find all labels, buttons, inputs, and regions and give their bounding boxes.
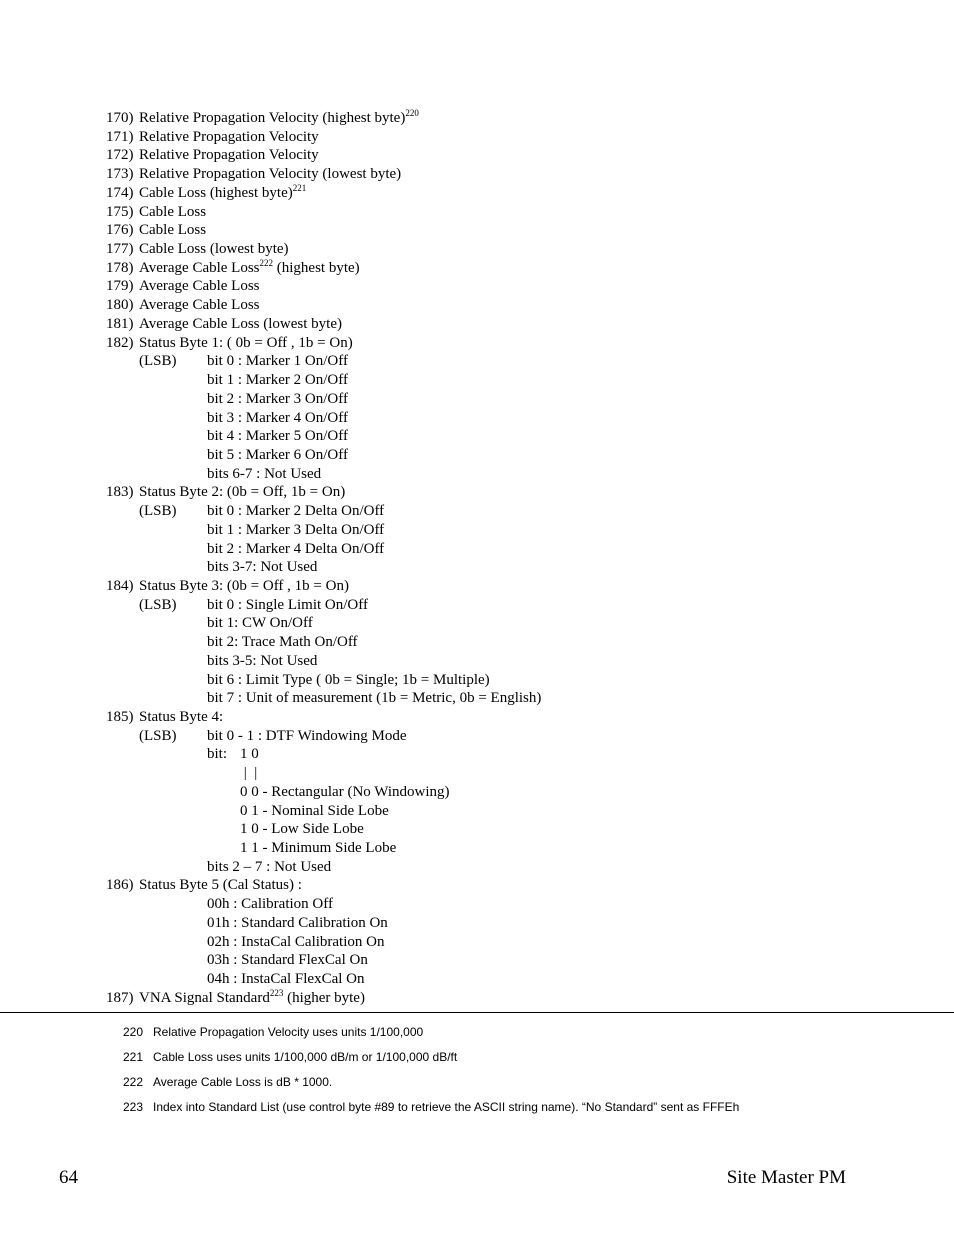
bit-detail: bits 3-5: Not Used [207,652,318,669]
list-line [0,240,954,259]
bit-detail: bits 6-7 : Not Used [207,465,322,482]
list-line [0,802,954,821]
item-number: 186) [106,877,134,894]
list-line [0,633,954,652]
list-line [0,970,954,989]
list-line [0,146,954,165]
item-text: Relative Propagation Velocity (lowest byte) [139,166,402,183]
list-line [0,109,954,128]
item-text [139,109,419,128]
list-line [0,745,954,764]
bit-detail: 02h : InstaCal Calibration On [207,933,385,950]
list-line [0,876,954,895]
item-label: Cable Loss (highest byte) [139,184,293,201]
item-number: 183) [106,484,134,501]
item-number: 175) [106,203,134,220]
bit-detail: bits 2 – 7 : Not Used [207,858,332,875]
item-label: Relative Propagation Velocity (highest byte) [139,110,406,126]
item-number: 187) [106,989,134,1006]
item-text: Status Byte 2: (0b = Off, 1b = On) [139,484,346,501]
item-text: Cable Loss [139,203,207,220]
list-line [0,165,954,184]
list-line [0,652,954,671]
bit-detail: 04h : InstaCal FlexCal On [207,971,365,988]
lsb-label: (LSB) [139,596,177,613]
bit-detail: bit 0 - 1 : DTF Windowing Mode [207,727,407,744]
item-text: Status Byte 5 (Cal Status) : [139,877,302,894]
footnote-separator [0,1012,954,1013]
bit-detail: bit 1 : Marker 3 Delta On/Off [207,521,385,538]
item-text [139,259,360,278]
list-line [0,951,954,970]
item-number: 185) [106,709,134,725]
item-number: 182) [106,334,134,351]
item-number: 173) [106,166,134,183]
list-line [0,577,954,596]
list-line [0,315,954,334]
bit-detail: bit 6 : Limit Type ( 0b = Single; 1b = Multiple) [207,671,490,688]
item-text: Relative Propagation Velocity [139,128,319,145]
bit-detail: bit 7 : Unit of measurement (1b = Metric, 0b = English) [207,690,542,707]
page-number: 64 [59,1167,78,1188]
item-number: 174) [106,184,134,201]
list-line [0,483,954,502]
window-mode-detail: 1 0 [240,746,259,763]
list-line [0,614,954,633]
footnote-number: 220 [123,1025,144,1039]
item-label: Average Cable Loss [139,259,260,276]
list-line [0,277,954,296]
bit-detail: bit 0 : Single Limit On/Off [207,596,368,613]
window-mode-detail: | | [240,765,258,782]
item-number: 172) [106,147,134,164]
window-mode-detail: 1 0 - Low Side Lobe [240,821,364,838]
footnote-text: Cable Loss uses units 1/100,000 dB/m or 1/100,000 dB/ft [153,1050,458,1064]
item-number: 184) [106,577,134,594]
item-text: Average Cable Loss (lowest byte) [139,315,342,332]
bit-detail: bit 4 : Marker 5 On/Off [207,428,348,445]
list-line [0,521,954,540]
item-text: Average Cable Loss [139,278,260,295]
item-text [139,989,365,1008]
footnote-number: 222 [123,1075,144,1089]
bit-detail: bit 2: Trace Math On/Off [207,634,358,651]
list-line [0,933,954,952]
item-suffix: (highest byte) [273,259,360,276]
item-text: Relative Propagation Velocity [139,147,319,164]
list-line [0,296,954,315]
item-suffix: (higher byte) [283,989,365,1006]
window-mode-detail: 0 0 - Rectangular (No Windowing) [240,783,450,800]
list-line [0,708,954,727]
window-mode-detail: 1 1 - Minimum Side Lobe [240,840,397,857]
list-line [0,914,954,933]
item-text: Cable Loss (lowest byte) [139,241,289,258]
list-line [0,259,954,278]
item-text: Average Cable Loss [139,297,260,314]
window-mode-detail: 0 1 - Nominal Side Lobe [240,802,389,819]
bit-detail: bit 0 : Marker 1 On/Off [207,353,348,370]
bit-detail: bit 1: CW On/Off [207,615,313,632]
bit-detail: 01h : Standard Calibration On [207,914,388,931]
list-line [0,858,954,877]
list-line [0,689,954,708]
list-line [0,839,954,858]
list-line [0,465,954,484]
item-number: 179) [106,278,134,295]
list-line [0,184,954,203]
list-line [0,540,954,559]
footnote-ref: 223 [269,987,284,998]
item-number: 178) [106,259,134,276]
bit-detail: bit 0 : Marker 2 Delta On/Off [207,503,385,520]
bit-detail: bit: [207,746,228,763]
footnote-number: 221 [123,1050,144,1064]
list-line [0,671,954,690]
list-line [0,446,954,465]
list-line [0,558,954,577]
lsb-label: (LSB) [139,503,177,520]
list-line [0,334,954,353]
lsb-label: (LSB) [139,727,177,744]
footnote-ref: 221 [292,182,307,193]
bit-detail: bits 3-7: Not Used [207,559,318,576]
list-line [0,390,954,409]
list-line [0,371,954,390]
parameter-list [0,109,954,1008]
item-number: 170) [106,110,134,126]
bit-detail: 03h : Standard FlexCal On [207,952,368,969]
item-number: 176) [106,222,134,239]
item-text: Status Byte 4: [139,709,224,725]
list-line [0,203,954,222]
list-line [0,764,954,783]
item-number: 180) [106,297,134,314]
list-line [0,989,954,1008]
item-text: Cable Loss [139,222,207,239]
item-text [139,184,306,203]
list-line [0,502,954,521]
list-line [0,895,954,914]
list-line [0,820,954,839]
bit-detail: bit 1 : Marker 2 On/Off [207,372,348,389]
document-title: Site Master PM [726,1167,846,1188]
list-line [0,596,954,615]
lsb-label: (LSB) [139,353,177,370]
bit-detail: bit 5 : Marker 6 On/Off [207,446,348,463]
list-line [0,128,954,147]
item-number: 181) [106,315,134,332]
list-line [0,783,954,802]
item-text: Status Byte 1: ( 0b = Off , 1b = On) [139,334,353,351]
item-number: 177) [106,241,134,258]
footnote-text: Average Cable Loss is dB * 1000. [153,1075,333,1089]
list-line [0,221,954,240]
list-line [0,427,954,446]
bit-detail: 00h : Calibration Off [207,896,333,913]
footnote-ref: 222 [259,257,274,268]
bit-detail: bit 3 : Marker 4 On/Off [207,409,348,426]
footnote-text: Index into Standard List (use control byte #89 to retrieve the ASCII string name). “No Standard” sent as FFFEh [153,1100,740,1114]
footnote-number: 223 [123,1100,144,1114]
bit-detail: bit 2 : Marker 3 On/Off [207,390,348,407]
footnote-text: Relative Propagation Velocity uses units 1/100,000 [153,1025,424,1039]
list-line [0,352,954,371]
footnote-ref: 220 [405,108,419,118]
item-number: 171) [106,128,134,145]
item-label: VNA Signal Standard [139,989,270,1006]
list-line [0,409,954,428]
bit-detail: bit 2 : Marker 4 Delta On/Off [207,540,385,557]
list-line [0,727,954,746]
item-text: Status Byte 3: (0b = Off , 1b = On) [139,577,349,594]
